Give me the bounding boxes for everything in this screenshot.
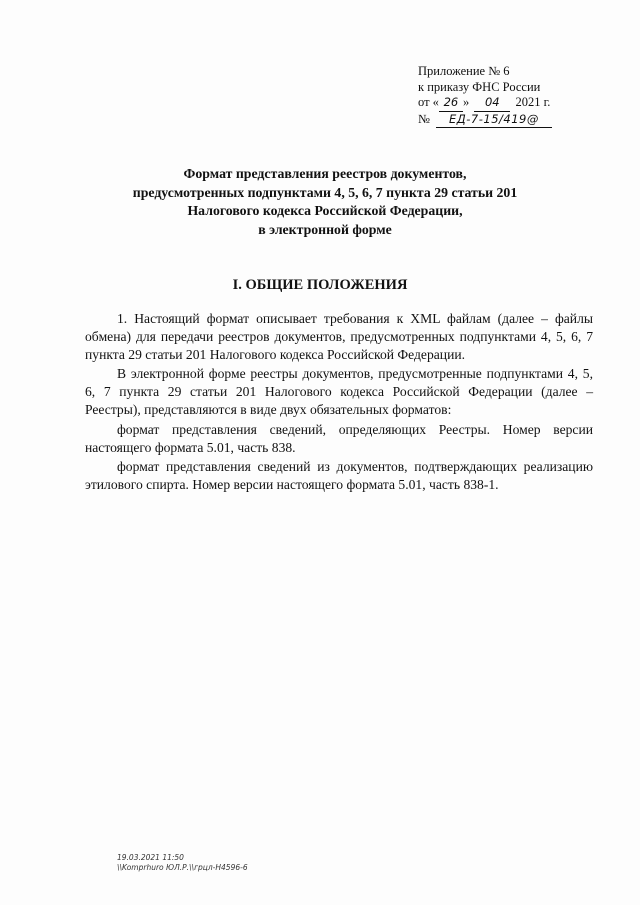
- paragraph: формат представления сведений из документов, подтверждающих реализацию этилового спирта. Номер версии настоящего формата 5.01, часть 838-1.: [85, 459, 593, 493]
- appendix-order-ref: к приказу ФНС России: [418, 79, 541, 94]
- number-prefix: №: [418, 111, 430, 126]
- date-month-handwritten: 04: [474, 95, 510, 112]
- footer-path: \\Komprhuro ЮЛ.Р.\\грцл-Н4596-6: [117, 863, 248, 872]
- section-body: [85, 310, 593, 496]
- appendix-number: [418, 112, 552, 129]
- appendix-date: [418, 95, 552, 112]
- date-year: 2021 г.: [515, 95, 551, 109]
- title-line-4: в электронной форме: [258, 221, 392, 237]
- footer-stamp: [117, 853, 248, 873]
- footer-timestamp: 19.03.2021 11:50: [117, 853, 184, 862]
- paragraph: В электронной форме реестры документов, предусмотренные подпунктами 4, 5, 6, 7 пункта 29 статьи 201 Налогового кодекса Российской Федерации (далее – Реестры), представляются в виде двух обязательных форматов:: [85, 366, 593, 417]
- paragraph: 1. Настоящий формат описывает требования к XML файлам (далее – файлы обмена) для передачи реестров документов, предусмотренных подпунктами 4, 5, 6, 7 пункта 29 статьи 201 Налогового кодекса Российской Федерации.: [85, 311, 593, 362]
- appendix-title: Приложение № 6: [418, 64, 510, 78]
- title-line-1: Формат представления реестров документов,: [183, 166, 467, 181]
- title-line-3: Налогового кодекса Российской Федерации,: [187, 203, 463, 218]
- date-day-handwritten: 26: [439, 95, 463, 112]
- appendix-block: [418, 64, 552, 128]
- document-title: [100, 165, 550, 239]
- date-mid: »: [462, 95, 470, 109]
- date-prefix: от «: [418, 95, 439, 109]
- title-line-2: предусмотренных подпунктами 4, 5, 6, 7 пункта 29 статьи 201: [132, 184, 518, 200]
- section-heading: I. ОБЩИЕ ПОЛОЖЕНИЯ: [232, 277, 408, 293]
- number-handwritten: ЕД-7-15/419@: [436, 112, 552, 129]
- paragraph: формат представления сведений, определяющих Реестры. Номер версии настоящего формата 5.01, часть 838.: [85, 421, 593, 455]
